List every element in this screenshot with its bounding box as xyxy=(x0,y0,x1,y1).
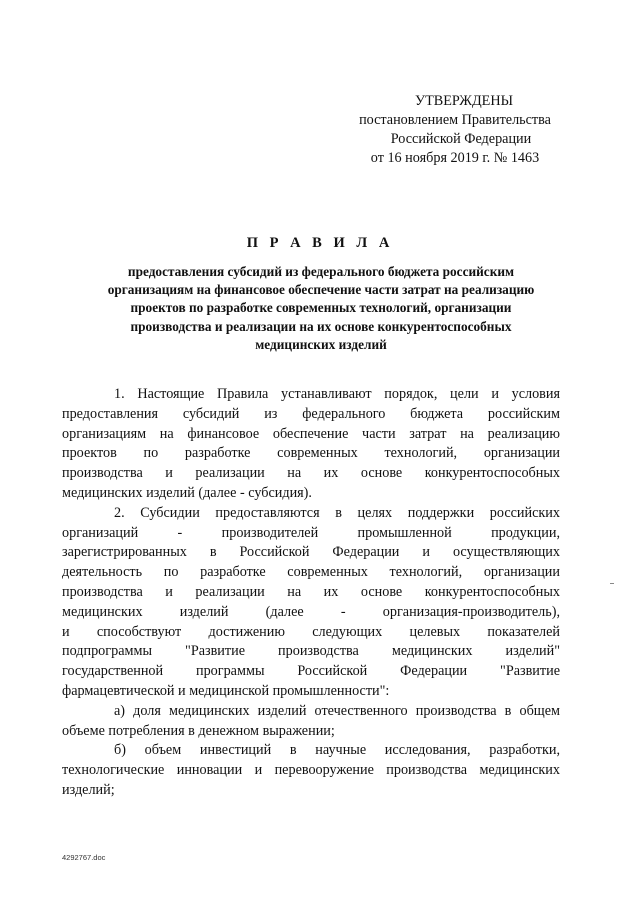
document-body xyxy=(62,385,560,801)
item-b-line: б) объем инвестиций в научные исследования, разработки, xyxy=(114,742,560,759)
paragraph-2-line: организаций - производителей промышленной продукции, xyxy=(62,524,560,541)
item-a-line: а) доля медицинских изделий отечественного производства в общем xyxy=(114,702,560,719)
paragraph-1-line: производства и реализации на их основе конкурентоспособных xyxy=(62,465,560,482)
approval-decree: постановлением Правительства xyxy=(359,112,551,128)
paragraph-2-line: фармацевтической и медицинской промышленности": xyxy=(62,682,390,699)
paragraph-2-line: и способствуют достижению следующих целевых показателей xyxy=(62,623,560,640)
subtitle-line: организациям на финансовое обеспечение части затрат на реализацию xyxy=(107,282,535,298)
approval-block xyxy=(330,92,580,168)
paragraph-2-line: производства и реализации на их основе конкурентоспособных xyxy=(62,583,560,600)
paragraph-2-line: деятельность по разработке современных технологий, организации xyxy=(62,564,560,581)
subtitle-line: проектов по разработке современных технологий, организации xyxy=(130,300,512,316)
document-heading: П Р А В И Л А xyxy=(246,235,394,251)
file-name-footer: 4292767.doc xyxy=(62,853,106,862)
paragraph-1-line: медицинских изделий (далее - субсидия). xyxy=(62,484,312,501)
paragraph-1-line: 1. Настоящие Правила устанавливают порядок, цели и условия xyxy=(114,386,560,402)
paragraph-2-line: государственной программы Российской Федерации "Развитие xyxy=(62,663,560,680)
paragraph-2-line: медицинских изделий (далее - организация-производитель), xyxy=(62,603,560,620)
paragraph-1-line: организациям на финансовое обеспечение части затрат на реализацию xyxy=(62,425,560,442)
item-a-line: объеме потребления в денежном выражении; xyxy=(62,722,335,739)
subtitle-line: медицинских изделий xyxy=(255,336,387,352)
document-subtitle xyxy=(72,263,570,354)
paragraph-2-line: подпрограммы "Развитие производства медицинских изделий" xyxy=(62,643,560,660)
margin-mark xyxy=(610,583,614,584)
paragraph-1-line: проектов по разработке современных технологий, организации xyxy=(62,445,560,462)
paragraph-2-line: зарегистрированных в Российской Федерации и осуществляющих xyxy=(62,544,560,561)
item-b-line: технологические инновации и перевооружение производства медицинских xyxy=(62,762,560,779)
approval-date-number: от 16 ноября 2019 г. № 1463 xyxy=(370,150,540,166)
approval-title: УТВЕРЖДЕНЫ xyxy=(415,93,513,109)
item-b-line: изделий; xyxy=(62,781,115,798)
subtitle-line: производства и реализации на их основе конкурентоспособных xyxy=(130,318,512,334)
paragraph-2-line: 2. Субсидии предоставляются в целях поддержки российских xyxy=(114,504,560,521)
approval-government: Российской Федерации xyxy=(390,131,532,147)
paragraph-1-line: предоставления субсидий из федерального бюджета российским xyxy=(62,405,560,422)
subtitle-line: предоставления субсидий из федерального бюджета российским xyxy=(127,264,515,279)
